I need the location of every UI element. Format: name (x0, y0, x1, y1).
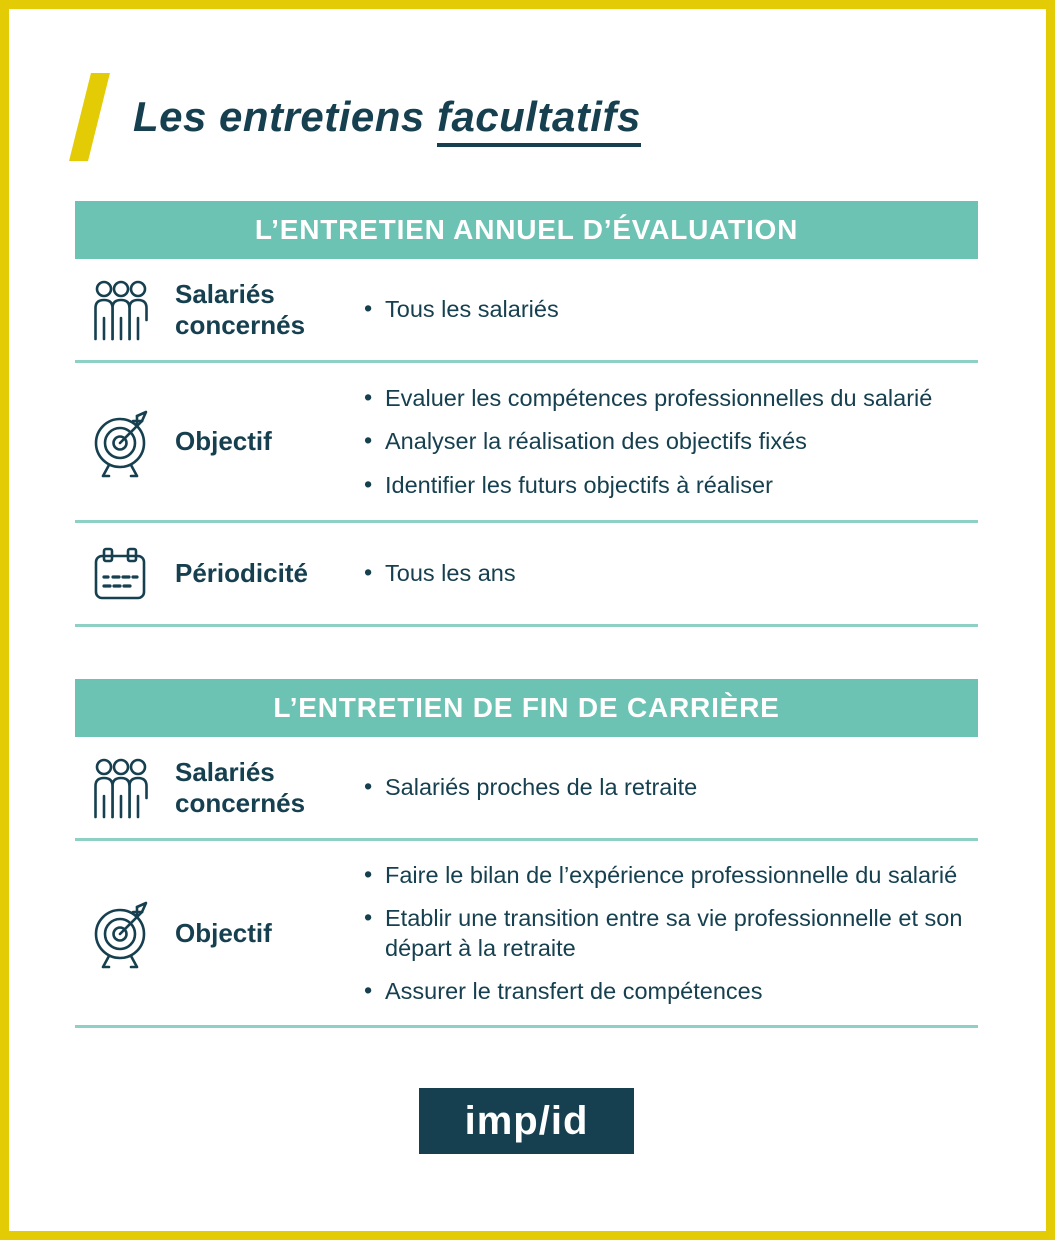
row-career-objective (75, 841, 978, 1028)
row-label: Objectif (175, 426, 272, 457)
page-title-prefix: Les entretiens (133, 93, 437, 140)
bullet-list (362, 772, 974, 802)
slash-accent-icon (69, 73, 110, 161)
people-icon (75, 278, 175, 342)
row-career-employees (75, 737, 978, 841)
bullet-item: • Tous les salariés (362, 294, 974, 324)
content-area (75, 73, 978, 1154)
row-label: Salariés concernés (175, 756, 306, 818)
bullet-item: • Assurer le transfert de compétences (362, 976, 974, 1006)
bullet-item: • Tous les ans (362, 558, 974, 588)
row-annual-objective (75, 363, 978, 523)
bullet-list (362, 860, 974, 1006)
bullet-item: • Faire le bilan de l’expérience professionnelle du salarié (362, 860, 974, 890)
bullet-item: • Evaluer les compétences professionnelles du salarié (362, 383, 974, 413)
title-block (80, 73, 978, 161)
bullet-list (362, 294, 974, 324)
bullet-item: • Analyser la réalisation des objectifs fixés (362, 426, 974, 456)
page-title-underlined: facultatifs (437, 93, 641, 147)
calendar-icon (75, 546, 175, 602)
row-annual-employees (75, 259, 978, 363)
page-title (133, 93, 641, 141)
row-label: Objectif (175, 917, 272, 948)
row-label: Salariés concernés (175, 278, 306, 340)
section-header-end-of-career: L’ENTRETIEN DE FIN DE CARRIÈRE (75, 679, 978, 737)
row-annual-periodicity (75, 523, 978, 627)
row-label: Périodicité (175, 558, 308, 589)
implid-logo-text: imp/id (464, 1098, 589, 1143)
target-icon (75, 405, 175, 479)
bullet-item: • Salariés proches de la retraite (362, 772, 974, 802)
bullet-item: • Identifier les futurs objectifs à réaliser (362, 470, 974, 500)
bullet-list (362, 383, 974, 499)
section-header-annual-review: L’ENTRETIEN ANNUEL D’ÉVALUATION (75, 201, 978, 259)
implid-logo (419, 1088, 634, 1154)
people-icon (75, 756, 175, 820)
bullet-list (362, 558, 974, 588)
logo-wrap (75, 1088, 978, 1154)
bullet-item: • Etablir une transition entre sa vie professionnelle et son départ à la retraite (362, 903, 974, 963)
target-icon (75, 896, 175, 970)
